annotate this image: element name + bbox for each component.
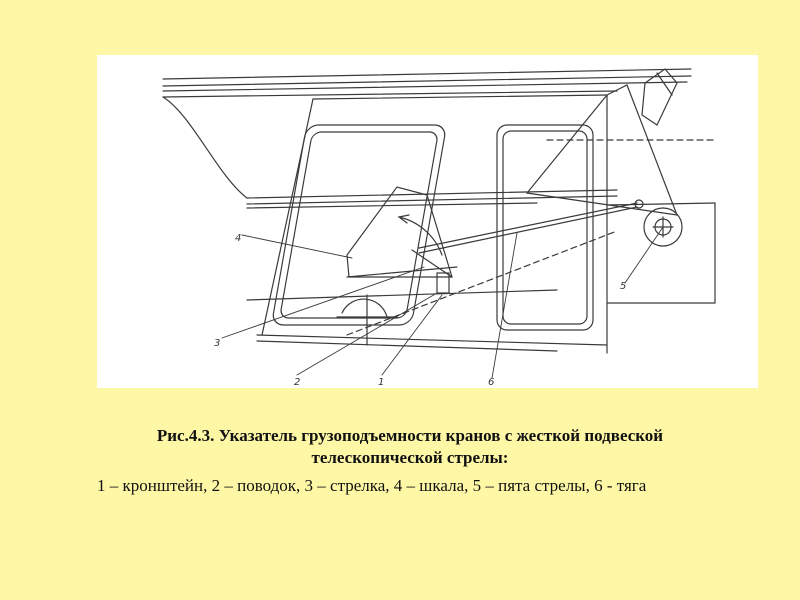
inspection-windows <box>271 125 593 330</box>
callout-label-4: 4 <box>235 233 242 244</box>
traction-rod <box>419 200 643 253</box>
telescopic-boom <box>163 69 717 208</box>
callout-label-6: 6 <box>488 377 495 388</box>
figure-legend: 1 – кронштейн, 2 – поводок, 3 – стрелка, 4 – шкала, 5 – пята стрелы, 6 - тяга <box>97 476 647 495</box>
pointer-arrow <box>347 250 457 293</box>
crane-indicator-drawing <box>97 55 758 388</box>
leader-lines <box>222 227 663 378</box>
figure-caption-title <box>90 425 730 469</box>
figure-panel <box>97 55 758 388</box>
callout-label-2: 2 <box>294 377 301 388</box>
caption-title-line2: телескопической стрелы: <box>311 448 509 467</box>
callout-label-3: 3 <box>214 338 221 349</box>
caption-title-line1: Рис.4.3. Указатель грузоподъемности кранов с жесткой подвеской <box>156 426 664 445</box>
callout-label-1: 1 <box>378 377 385 388</box>
callout-label-5: 5 <box>620 281 627 292</box>
